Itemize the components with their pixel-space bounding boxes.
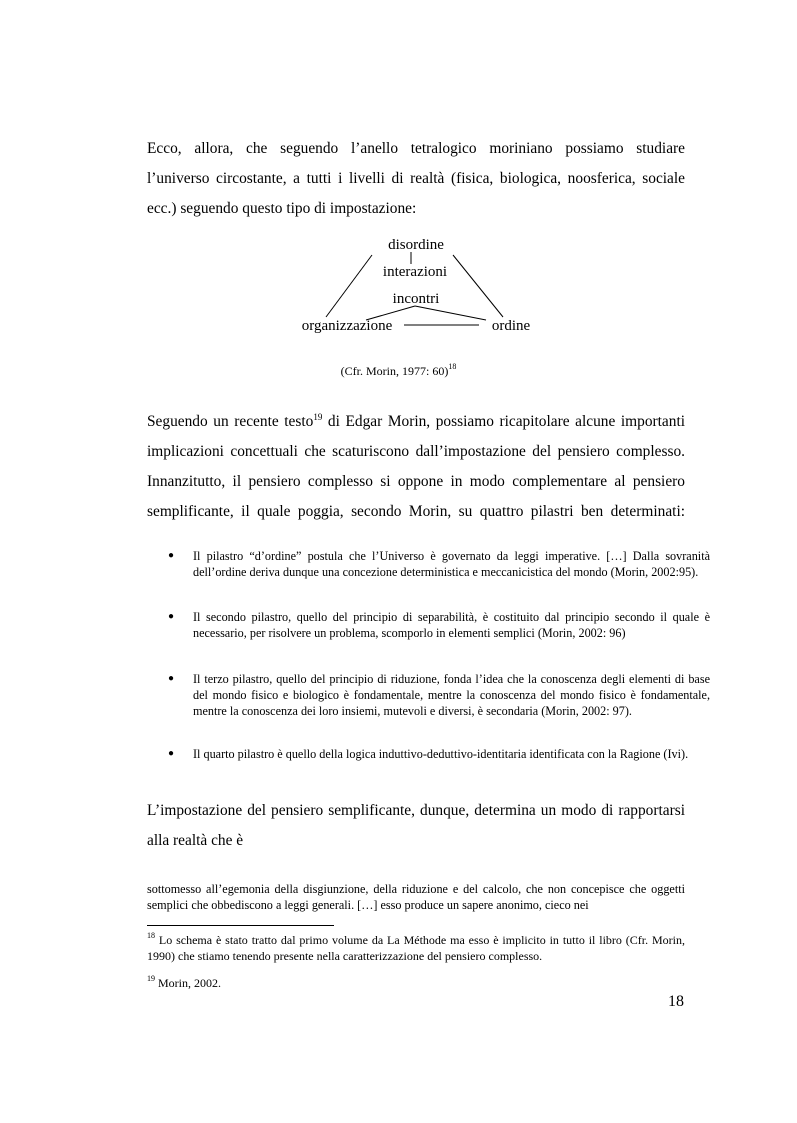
page-number: 18: [668, 993, 684, 1010]
para2-line-3: Innanzitutto, il pensiero complesso si oppone in modo complementare al pensiero: [147, 473, 685, 490]
caption-footnote-ref: 18: [448, 362, 457, 371]
list-item-text: Il terzo pilastro, quello del principio di riduzione, fonda l’idea che la conoscenza degli elementi di base del mondo fisico e biologico è fondamentale, mentre la conoscenza del mondo fisico è fondamentale, mentre la conoscenza dei loro insiemi, mutevoli e diversi, è secondaria (Morin, 2002: 97).: [193, 672, 710, 718]
list-item-text: Il quarto pilastro è quello della logica induttivo-deduttivo-identitaria identificata con la Ragione (Ivi).: [193, 747, 689, 761]
footnote-18: [147, 932, 685, 964]
footnote-19-text: Morin, 2002.: [155, 976, 221, 990]
third-paragraph: [147, 796, 685, 856]
tetralogic-loop-diagram: [0, 0, 797, 400]
bullet-icon: ●: [168, 748, 175, 759]
list-item-text: Il pilastro “d’ordine” postula che l’Universo è governato da leggi imperative. […] Dalla sovranità dell’ordine deriva dunque una concezione deterministica e meccanicistica del mondo (Morin, 2002:95).: [193, 549, 710, 579]
footnote-19-number: 19: [147, 974, 155, 983]
diagram-line-right-diagonal: [453, 255, 503, 317]
para2-line-2: implicazioni concettuali che scaturiscono dall’impostazione del pensiero complesso.: [147, 443, 685, 460]
intro-line-3: ecc.) seguendo questo tipo di impostazione:: [147, 200, 417, 217]
para3-line-1: L’impostazione del pensiero semplificante, dunque, determina un modo di rapportarsi: [147, 802, 685, 819]
intro-line-1: Ecco, allora, che seguendo l’anello tetralogico moriniano possiamo studiare: [147, 140, 685, 157]
list-item: [168, 548, 710, 580]
footnote-18-text: Lo schema è stato tratto dal primo volume da La Méthode ma esso è implicito in tutto il libro (Cfr. Morin, 1990) che stiamo tenendo presente nella caratterizzazione del pensiero complesso.: [147, 933, 685, 963]
list-item-text: Il secondo pilastro, quello del principio di separabilità, è costituito dal principio secondo il quale è necessario, per risolvere un problema, scomporlo in elementi semplici (Morin, 2002: 96): [193, 610, 710, 640]
second-paragraph: [147, 407, 685, 527]
diagram-disordine: disordine: [388, 237, 444, 253]
caption-text: (Cfr. Morin, 1977: 60): [340, 364, 449, 378]
para2-line-1-start: Seguendo un recente testo: [147, 413, 314, 430]
footnote-separator: [147, 925, 334, 926]
intro-line-2: l’universo circostante, a tutti i livelli di realtà (fisica, biologica, noosferica, sociale: [147, 170, 685, 187]
para3-line-2: alla realtà che è: [147, 832, 244, 849]
list-item: [168, 746, 710, 762]
bullet-icon: ●: [168, 550, 175, 561]
list-item: [168, 671, 710, 719]
diagram-incontri: incontri: [392, 291, 440, 307]
footnote-19: [147, 975, 685, 991]
footnote-ref-19: 19: [313, 412, 323, 422]
diagram-line-left-diagonal: [326, 255, 372, 317]
diagram-interazioni: interazioni: [382, 264, 448, 280]
bullet-icon: ●: [168, 611, 175, 622]
para2-line-4: semplificante, il quale poggia, secondo Morin, su quattro pilastri ben determinati:: [147, 503, 685, 520]
block-quote: sottomesso all’egemonia della disgiunzione, della riduzione e del calcolo, che non concepisce che oggetti semplici che obbediscono a leggi generali. […] esso produce un sapere anonimo, cieco nei: [147, 882, 685, 912]
diagram-line-incontri-right: [415, 306, 486, 320]
list-item: [168, 609, 710, 641]
bullet-icon: ●: [168, 673, 175, 684]
diagram-caption: [0, 364, 797, 379]
diagram-ordine: ordine: [491, 318, 531, 334]
diagram-organizzazione: organizzazione: [301, 318, 393, 334]
para2-line-1-end: di Edgar Morin, possiamo ricapitolare alcune importanti: [322, 413, 685, 430]
footnote-18-number: 18: [147, 931, 155, 940]
para2-line-1: [147, 407, 685, 437]
